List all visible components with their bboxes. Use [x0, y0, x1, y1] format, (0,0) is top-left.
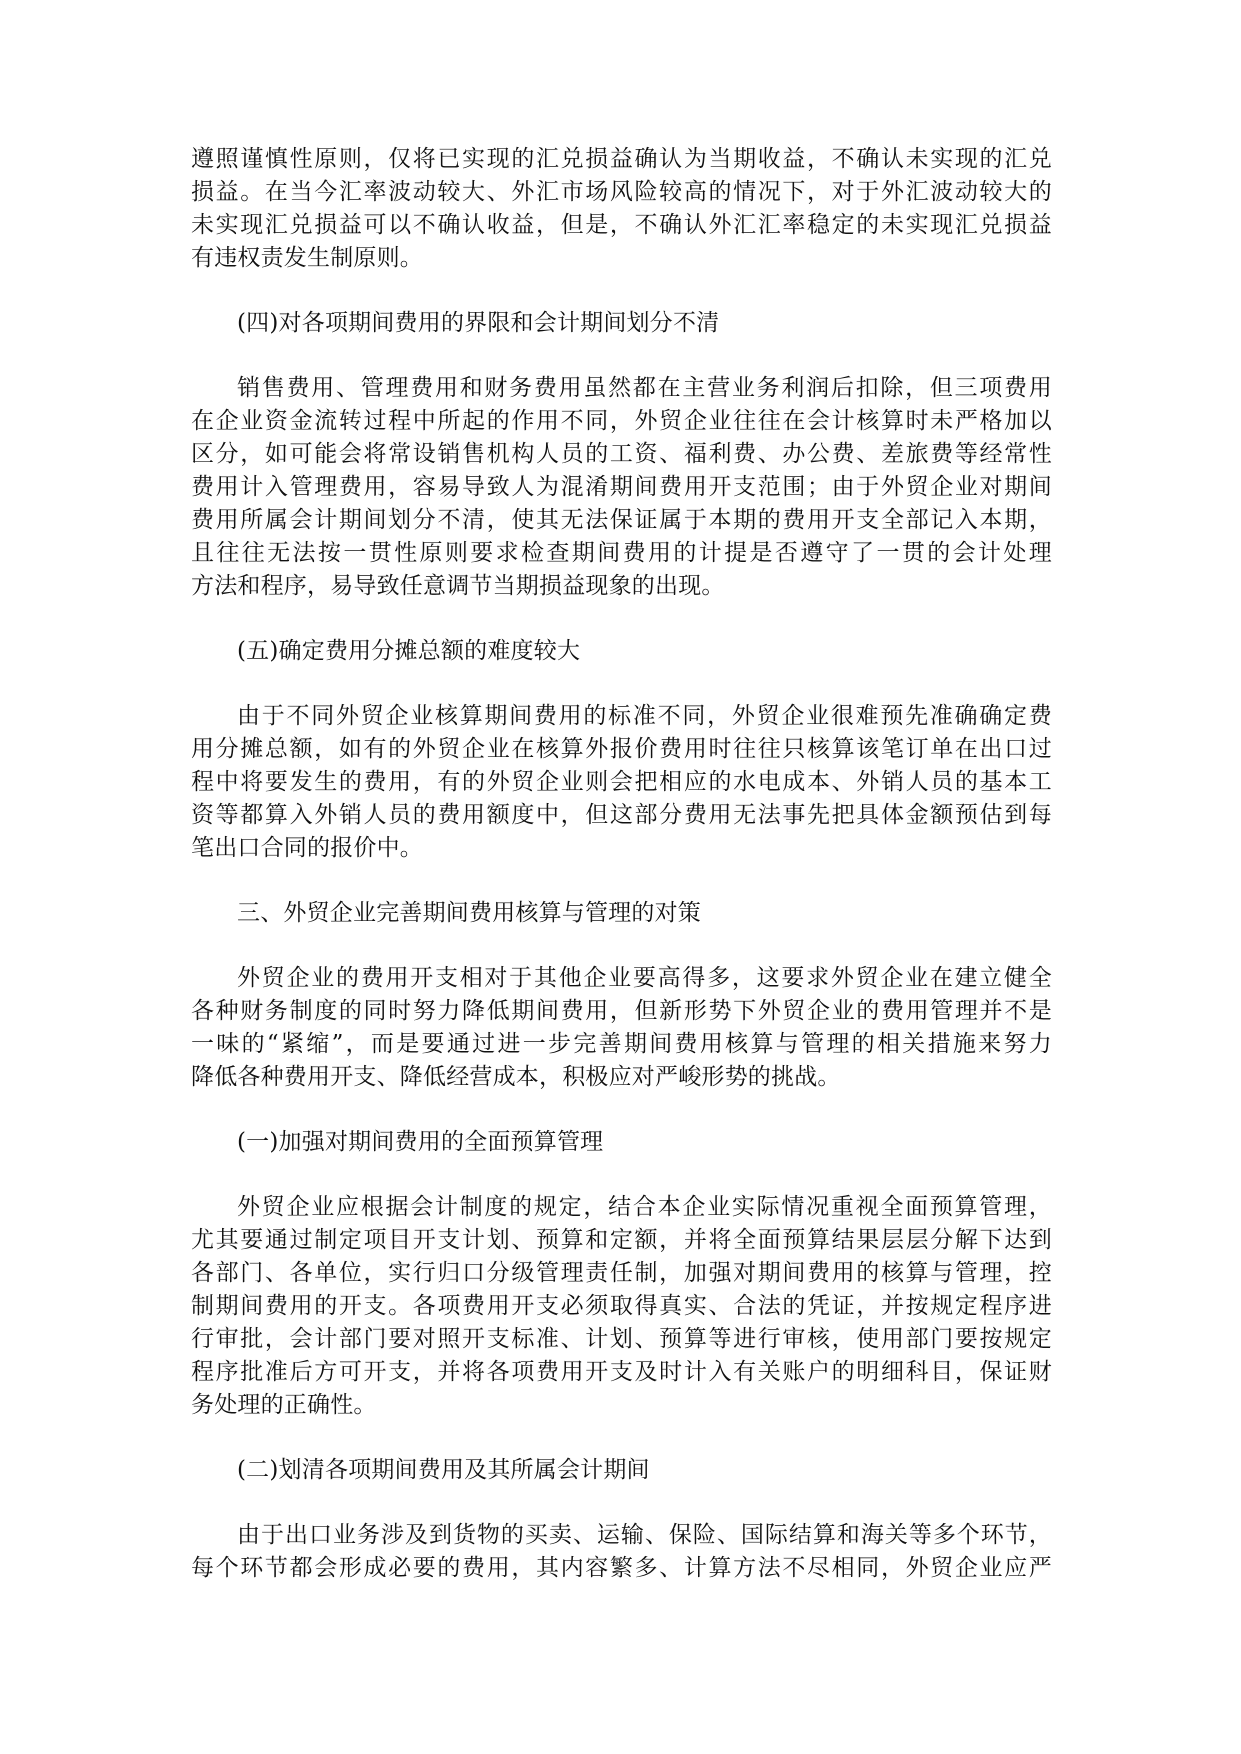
text-line: 且往往无法按一贯性原则要求检查期间费用的计提是否遵守了一贯的会计处理: [191, 540, 1052, 566]
text-line: 方法和程序，易导致任意调节当期损益现象的出现。: [191, 573, 725, 599]
chapter-heading-3: 三、外贸企业完善期间费用核算与管理的对策: [237, 900, 701, 926]
text-line: 由于出口业务涉及到货物的买卖、运输、保险、国际结算和海关等多个环节，: [237, 1522, 1052, 1548]
paragraph-budget-management: [191, 1191, 1052, 1422]
text-line: 务处理的正确性。: [191, 1392, 377, 1418]
section-heading-2: (二)划清各项期间费用及其所属会计期间: [237, 1457, 650, 1483]
text-line: 损益。在当今汇率波动较大、外汇市场风险较高的情况下，对于外汇波动较大的: [191, 179, 1052, 205]
paragraph-export-costs: [191, 1519, 1052, 1585]
text-line: 程序批准后方可开支，并将各项费用开支及时计入有关账户的明细科目，保证财: [191, 1359, 1052, 1385]
text-line: 行审批，会计部门要对照开支标准、计划、预算等进行审核，使用部门要按规定: [191, 1326, 1052, 1352]
paragraph-period-expenses: [191, 372, 1052, 603]
text-line: 由于不同外贸企业核算期间费用的标准不同，外贸企业很难预先准确确定费: [237, 703, 1052, 729]
paragraph-allocation-difficulty: [191, 700, 1052, 865]
text-line: 降低各种费用开支、降低经营成本，积极应对严峻形势的挑战。: [191, 1064, 841, 1090]
text-line: 外贸企业应根据会计制度的规定，结合本企业实际情况重视全面预算管理，: [237, 1194, 1052, 1220]
text-line: 一味的“紧缩”，而是要通过进一步完善期间费用核算与管理的相关措施来努力: [191, 1031, 1052, 1057]
text-line: 区分，如可能会将常设销售机构人员的工资、福利费、办公费、差旅费等经常性: [191, 441, 1052, 467]
text-line: 尤其要通过制定项目开支计划、预算和定额，并将全面预算结果层层分解下达到: [191, 1227, 1052, 1253]
text-line: 制期间费用的开支。各项费用开支必须取得真实、合法的凭证，并按规定程序进: [191, 1293, 1052, 1319]
text-line: 销售费用、管理费用和财务费用虽然都在主营业务利润后扣除，但三项费用: [237, 375, 1052, 401]
text-line: 各部门、各单位，实行归口分级管理责任制，加强对期间费用的核算与管理，控: [191, 1260, 1052, 1286]
text-line: 遵照谨慎性原则，仅将已实现的汇兑损益确认为当期收益，不确认未实现的汇兑: [191, 146, 1052, 172]
document-body: [191, 143, 1052, 1617]
section-heading-5: (五)确定费用分摊总额的难度较大: [237, 638, 581, 664]
text-line: 资等都算入外销人员的费用额度中，但这部分费用无法事先把具体金额预估到每: [191, 802, 1052, 828]
text-line: 每个环节都会形成必要的费用，其内容繁多、计算方法不尽相同，外贸企业应严: [191, 1555, 1052, 1581]
text-line: 有违权责发生制原则。: [191, 245, 423, 271]
paragraph-countermeasures-intro: [191, 962, 1052, 1094]
section-heading-4: (四)对各项期间费用的界限和会计期间划分不清: [237, 310, 720, 336]
text-line: 外贸企业的费用开支相对于其他企业要高得多，这要求外贸企业在建立健全: [237, 965, 1052, 991]
text-line: 各种财务制度的同时努力降低期间费用，但新形势下外贸企业的费用管理并不是: [191, 998, 1052, 1024]
text-line: 在企业资金流转过程中所起的作用不同，外贸企业往往在会计核算时未严格加以: [191, 408, 1052, 434]
text-line: 笔出口合同的报价中。: [191, 835, 423, 861]
text-line: 未实现汇兑损益可以不确认收益，但是，不确认外汇汇率稳定的未实现汇兑损益: [191, 212, 1052, 238]
text-line: 费用计入管理费用，容易导致人为混淆期间费用开支范围；由于外贸企业对期间: [191, 474, 1052, 500]
text-line: 程中将要发生的费用，有的外贸企业则会把相应的水电成本、外销人员的基本工: [191, 769, 1052, 795]
text-line: 用分摊总额，如有的外贸企业在核算外报价费用时往往只核算该笔订单在出口过: [191, 736, 1052, 762]
section-heading-1: (一)加强对期间费用的全面预算管理: [237, 1129, 604, 1155]
text-line: 费用所属会计期间划分不清，使其无法保证属于本期的费用开支全部记入本期，: [191, 507, 1052, 533]
paragraph-exchange-gains: [191, 143, 1052, 275]
